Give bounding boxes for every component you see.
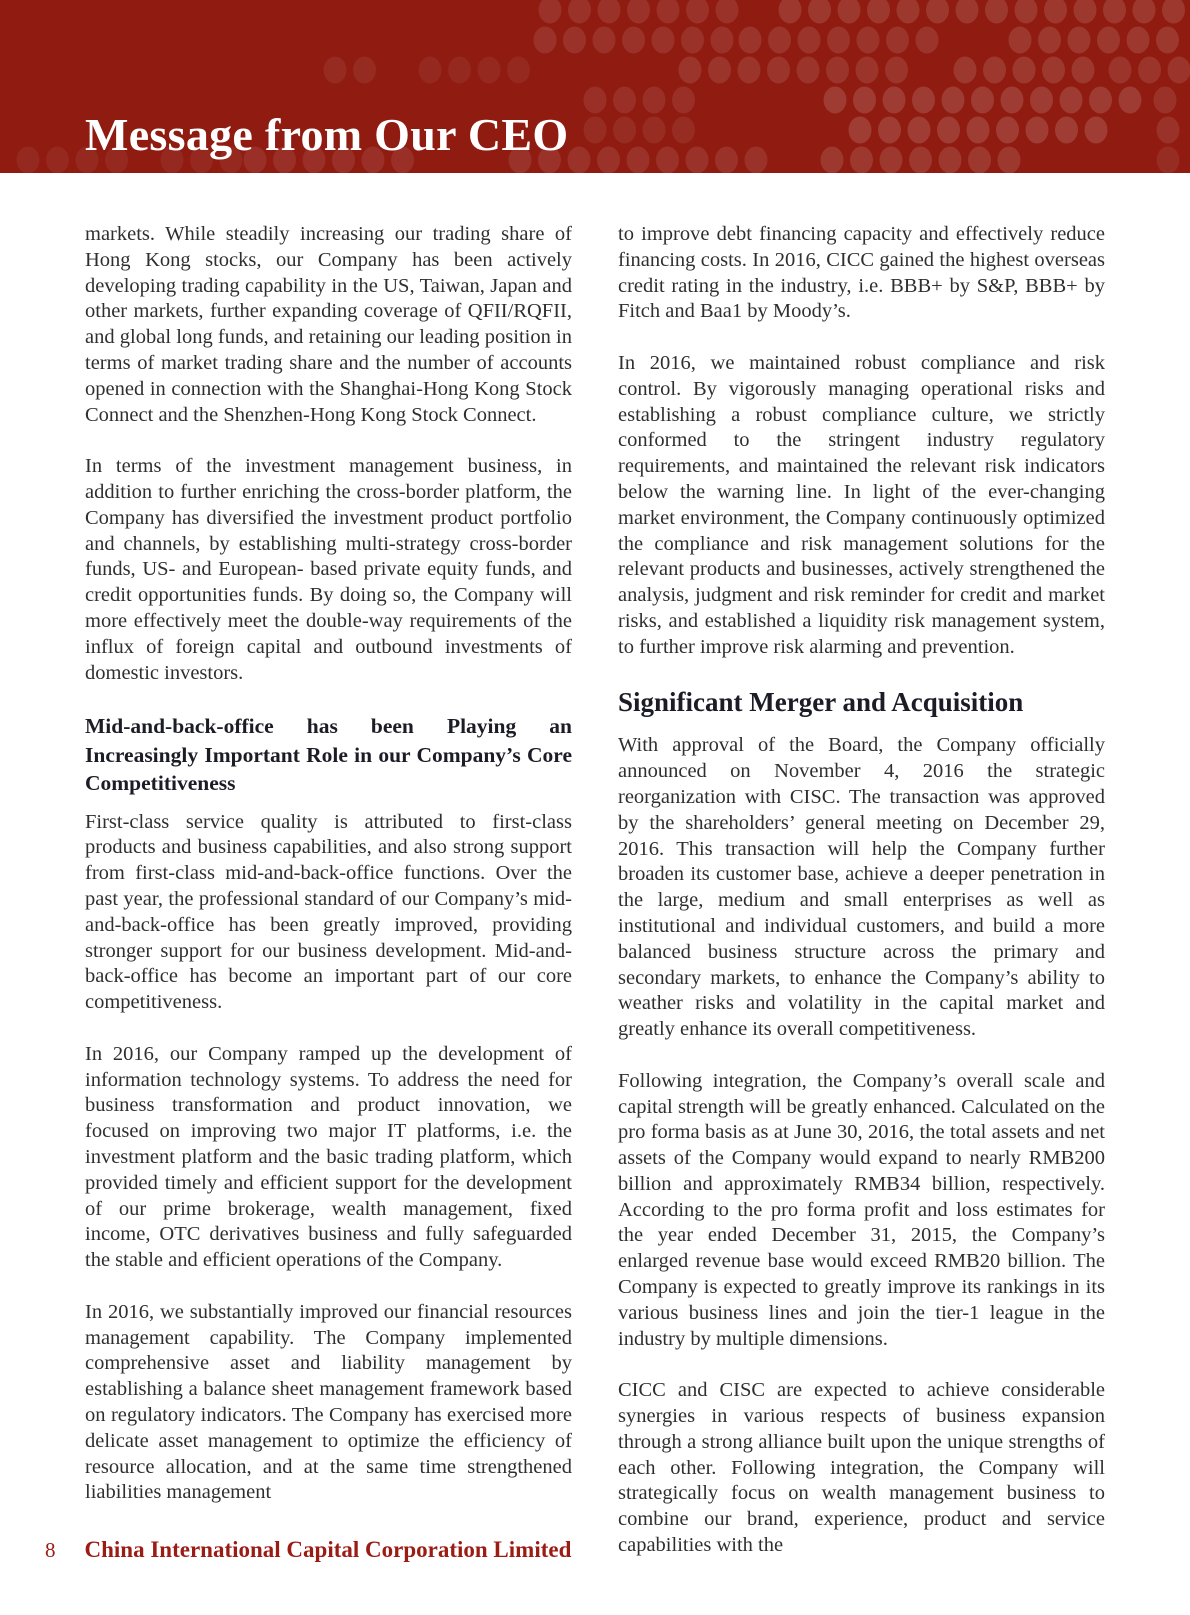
footer-company-name: China International Capital Corporation Limited — [84, 1537, 572, 1562]
paragraph: to improve debt financing capacity and effectively reduce financing costs. In 2016, CICC gained the highest overseas credit rating in the industry, i.e. BBB+ by S&P, BBB+ by Fitch and Baa1 by Moody’s. — [618, 223, 1105, 323]
paragraph: In 2016, we maintained robust compliance and risk control. By vigorously managing operational risks and establishing a robust compliance culture, we strictly conformed to the stringent industry regulatory requirements, and maintained the relevant risk indicators below the warning line. In light of the ever-changing market environment, the Company continuously optimized the compliance and risk management solutions for the relevant products and businesses, actively strengthened the analysis, judgment and risk reminder for credit and market risks, and established a liquidity risk management system, to further improve risk alarming and prevention. — [618, 351, 1105, 658]
paragraph: With approval of the Board, the Company officially announced on November 4, 2016 the strategic reorganization with CISC. The transaction was approved by the shareholders’ general meeting on December 29, 2016. This transaction will help the Company further broaden its customer base, achieve a deeper penetration in the large, medium and small enterprises as well as institutional and individual customers, and build a more balanced business structure across the primary and secondary markets, to enhance the Company’s ability to weather risks and volatility in the capital market and greatly enhance its overall competitiveness. — [618, 734, 1105, 1041]
left-column — [85, 222, 572, 1585]
page-banner — [0, 0, 1190, 173]
page-footer — [45, 1537, 571, 1563]
page-title: Message from Our CEO — [85, 109, 569, 160]
page-number: 8 — [45, 1538, 56, 1562]
paragraph: CICC and CISC are expected to achieve considerable synergies in various respects of business expansion through a strong alliance built upon the unique strengths of each other. Following integration, the Company will strategically focus on wealth management business to combine our brand, experience, product and service capabilities with the — [618, 1379, 1105, 1557]
paragraph: Following integration, the Company’s overall scale and capital strength will be greatly enhanced. Calculated on the pro forma basis as at June 30, 2016, the total assets and net assets of the Company would expand to nearly RMB200 billion and approximately RMB34 billion, respectively. According to the pro forma profit and loss estimates for the year ended December 31, 2015, the Company’s enlarged revenue base would exceed RMB20 billion. The Company is expected to greatly improve its rankings in its various business lines and join the tier-1 league in the industry by multiple dimensions. — [618, 1069, 1105, 1350]
content-area — [85, 222, 1105, 1585]
right-column — [618, 222, 1105, 1585]
paragraph: In 2016, our Company ramped up the development of information technology systems. To address the need for business transformation and product innovation, we focused on improving two major IT platforms, i.e. the investment platform and the basic trading platform, which provided timely and efficient support for the development of our prime brokerage, wealth management, fixed income, OTC derivatives business and fully safeguarded the stable and efficient operations of the Company. — [85, 1042, 572, 1272]
paragraph: In terms of the investment management business, in addition to further enriching the cross-border platform, the Company has diversified the investment product portfolio and channels, by establishing multi-strategy cross-border funds, US- and European- based private equity funds, and credit opportunities funds. By doing so, the Company will more effectively meet the double-way requirements of the influx of foreign capital and outbound investments of domestic investors. — [85, 455, 572, 684]
subheading: Mid-and-back-office has been Playing an Increasingly Important Role in our Company’s Core Competitiveness — [85, 714, 572, 796]
paragraph: markets. While steadily increasing our trading share of Hong Kong stocks, our Company has been actively developing trading capability in the US, Taiwan, Japan and other markets, further expanding coverage of QFII/RQFII, and global long funds, and retaining our leading position in terms of market trading share and the number of accounts opened in connection with the Shanghai-Hong Kong Stock Connect and the Shenzhen-Hong Kong Stock Connect. — [85, 223, 572, 426]
paragraph: First-class service quality is attributed to first-class products and business capabilities, and also strong support from first-class mid-and-back-office functions. Over the past year, the professional standard of our Company’s mid-and-back-office has been greatly improved, providing stronger support for our business development. Mid-and-back-office has become an important part of our core competitiveness. — [85, 810, 572, 1014]
section-heading: Significant Merger and Acquisition — [618, 687, 1024, 718]
paragraph: In 2016, we substantially improved our financial resources management capability. The Company implemented comprehensive asset and liability management by establishing a balance sheet management framework based on regulatory indicators. The Company has exercised more delicate asset management to optimize the efficiency of resource allocation, and at the same time strengthened liabilities management — [85, 1300, 572, 1504]
